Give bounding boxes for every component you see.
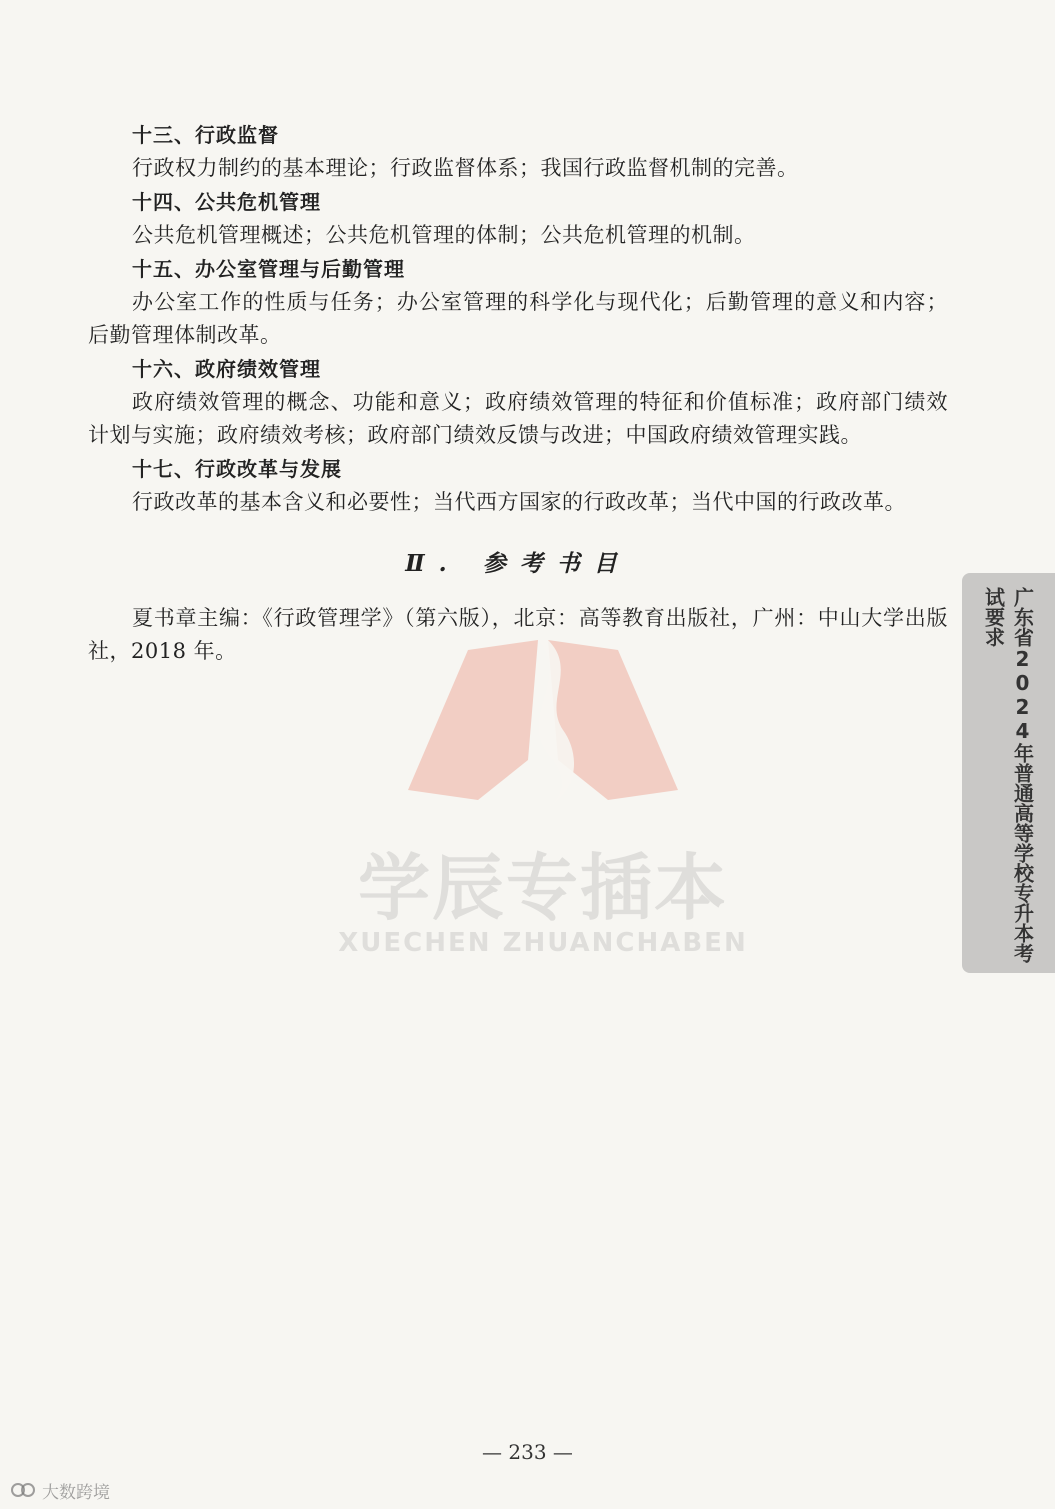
section-17-body: 行政改革的基本含义和必要性；当代西方国家的行政改革；当代中国的行政改革。 [132, 490, 906, 514]
section-15-heading: 十五、办公室管理与后勤管理 [132, 257, 405, 281]
references-title: Ⅱ. 参考书目 [405, 550, 631, 577]
section-16-heading: 十六、政府绩效管理 [132, 357, 321, 381]
side-tab [962, 573, 1055, 973]
main-content [88, 118, 948, 668]
brand-mark-text: 大数跨境 [42, 1482, 110, 1503]
references-entry: 夏书章主编：《行政管理学》（第六版），北京：高等教育出版社，广州：中山大学出版社，2018 年。 [88, 606, 948, 663]
section-15-body: 办公室工作的性质与任务；办公室管理的科学化与现代化；后勤管理的意义和内容；后勤管理体制改革。 [88, 290, 948, 347]
watermark-text-cn: 学辰专插本 [357, 846, 728, 930]
section-14-heading: 十四、公共危机管理 [132, 190, 321, 214]
page-number: — 233 — [482, 1440, 573, 1464]
side-tab-text: 广东省2024年普通高等学校专升本考试要求 [981, 587, 1035, 963]
section-13-body: 行政权力制约的基本理论；行政监督体系；我国行政监督机制的完善。 [132, 156, 799, 180]
section-13-heading: 十三、行政监督 [132, 123, 279, 147]
watermark-text-en: XUECHEN ZHUANCHABEN [338, 928, 748, 958]
watermark-logo [318, 640, 768, 830]
section-17-heading: 十七、行政改革与发展 [132, 457, 342, 481]
section-14-body: 公共危机管理概述；公共危机管理的体制；公共危机管理的机制。 [132, 223, 756, 247]
brand-mark [10, 1478, 110, 1502]
watermark [318, 640, 768, 980]
section-16-body: 政府绩效管理的概念、功能和意义；政府绩效管理的特征和价值标准；政府部门绩效计划与实施；政府绩效考核；政府部门绩效反馈与改进；中国政府绩效管理实践。 [88, 390, 948, 447]
brand-logo-icon [10, 1480, 36, 1500]
